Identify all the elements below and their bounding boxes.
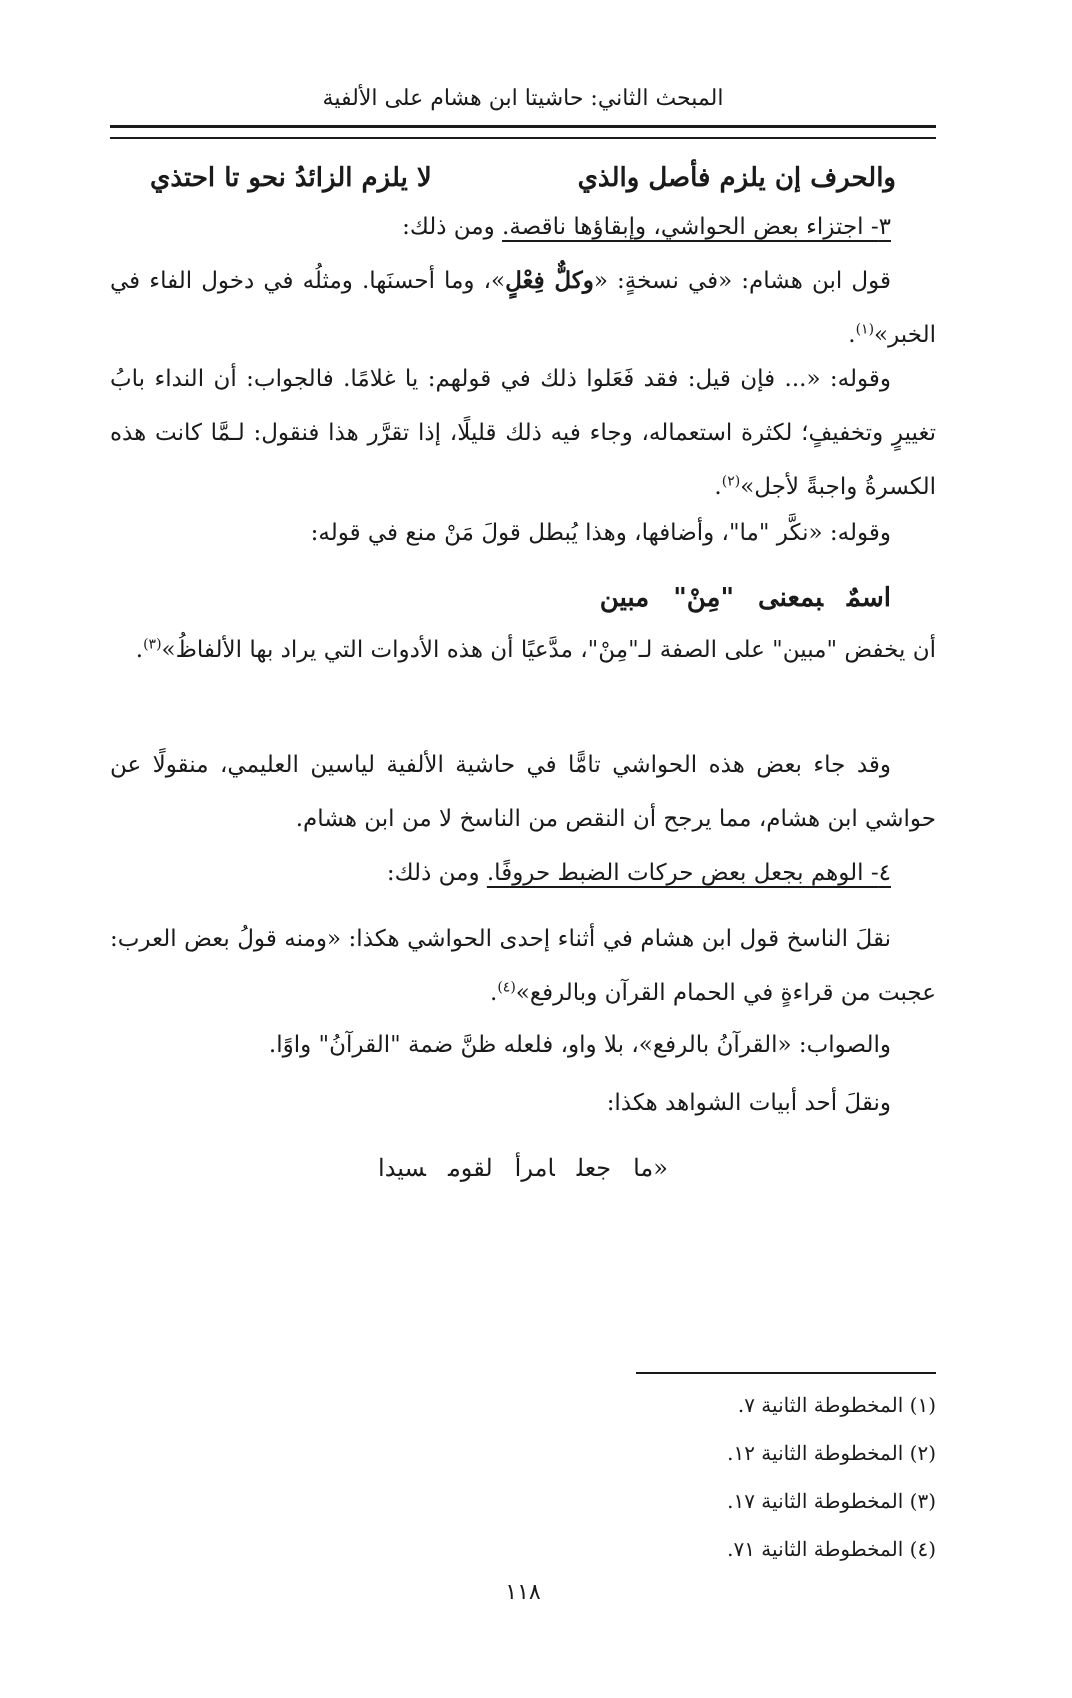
section-3-tail: ومن ذلك:: [402, 214, 503, 240]
footnote-3: (٣) المخطوطة الثانية ١٧.: [727, 1489, 936, 1513]
verse3-word-1: «ما: [633, 1154, 668, 1182]
footnote-1: (١) المخطوطة الثانية ٧.: [737, 1393, 936, 1417]
header-rule-thick: [110, 125, 936, 128]
paragraph-5: وقد جاء بعض هذه الحواشي تامًّا في حاشية الألفية لياسين العليمي، منقولًا عن حواشي ابن هشام، مما يرجح أن النقص من الناسخ لا من ابن هشام.: [110, 752, 936, 832]
verse2-word-3: "مِنْ": [673, 583, 735, 613]
paragraph-4: [110, 623, 936, 677]
footnote-separator: [636, 1372, 936, 1374]
paragraph-6-end: .: [490, 980, 498, 1006]
section-4-heading: [110, 846, 936, 900]
footnote-ref-2[interactable]: (٢): [721, 473, 741, 490]
verse3-word-3: امرأ: [514, 1154, 555, 1182]
verse3-word-5: سيدا: [378, 1154, 426, 1182]
verse-hemistich-1: والحرف إن يلزم فأصل والذي: [577, 163, 896, 193]
verse3-word-4: لقوم: [447, 1154, 493, 1182]
paragraph-8: ونقلَ أحد أبيات الشواهد هكذا:: [606, 1090, 891, 1116]
paragraph-1: [110, 254, 936, 362]
paragraph-7: والصواب: «القرآنُ بالرفع»، بلا واو، فلعله ظنَّ ضمة "القرآنُ" واوًا.: [268, 1032, 891, 1058]
paragraph-4-text: أن يخفض "مبين" على الصفة لـ"مِنْ"، مدَّعيًا أن هذه الأدوات التي يراد بها الألفاظُ»: [161, 637, 936, 663]
footnote-ref-3[interactable]: (٣): [143, 636, 162, 653]
paragraph-1-text-cont: »، وما أحسنَها. ومثلُه في دخول الفاء في الخبر»: [110, 268, 936, 348]
paragraph-2-end: .: [714, 474, 722, 500]
running-header: المبحث الثاني: حاشيتا ابن هشام على الألفية: [322, 86, 724, 111]
footnote-ref-1[interactable]: (١): [855, 321, 875, 338]
section-3-heading: [110, 200, 936, 254]
verse2-word-1: اسمٌ: [846, 583, 891, 613]
verse2-word-2: بمعنى: [758, 583, 823, 613]
paragraph-6: [110, 912, 936, 1020]
paragraph-6-text: نقلَ الناسخ قول ابن هشام في أثناء إحدى الحواشي هكذا: «ومنه قولُ بعض العرب: عجبت من قراءةٍ في الحمام القرآن وبالرفع»: [110, 926, 936, 1006]
footnote-ref-4[interactable]: (٤): [497, 979, 516, 996]
verse-hemistich-2: لا يلزم الزائدُ نحو تا احتذي: [150, 163, 432, 193]
verse3-word-2: جعل: [576, 1154, 612, 1182]
section-4-tail: ومن ذلك:: [386, 860, 487, 886]
paragraph-3: وقوله: «نكَّر "ما"، وأضافها، وهذا يُبطل قولَ مَنْ منع في قوله:: [310, 520, 891, 546]
paragraph-4-end: .: [135, 637, 144, 663]
quoted-phrase: وكلٌّ فِعْلٍ: [505, 267, 594, 294]
paragraph-1-end: .: [848, 322, 856, 348]
header-rule-thin: [110, 137, 936, 139]
paragraph-2-text: وقوله: «... فإن قيل: فقد فَعَلوا ذلك في قولهم: يا غلامًا. فالجواب: أن النداء بابُ تغييرٍ وتخفيفٍ؛ لكثرة استعماله، وجاء فيه ذلك قليلًا، إذا تقرَّر هذا فنقول: لـمَّا كانت هذه الكسرةُ واجبةً لأجل»: [110, 366, 936, 500]
paragraph-2: [110, 352, 936, 514]
section-4-title: ٤- الوهم بجعل بعض حركات الضبط حروفًا.: [486, 860, 891, 886]
paragraph-1-text: قول ابن هشام: «في نسخةٍ: «: [593, 268, 891, 294]
verse2-word-4: مبين: [599, 583, 650, 613]
footnote-2: (٢) المخطوطة الثانية ١٢.: [727, 1441, 936, 1465]
footnote-4: (٤) المخطوطة الثانية ٧١.: [727, 1537, 936, 1561]
verse-line-2: [110, 578, 936, 618]
verse-line-3: [110, 1148, 936, 1188]
page-number: ١١٨: [505, 1580, 541, 1605]
section-3-title: ٣- اجتزاء بعض الحواشي، وإبقاؤها ناقصة.: [502, 214, 891, 240]
